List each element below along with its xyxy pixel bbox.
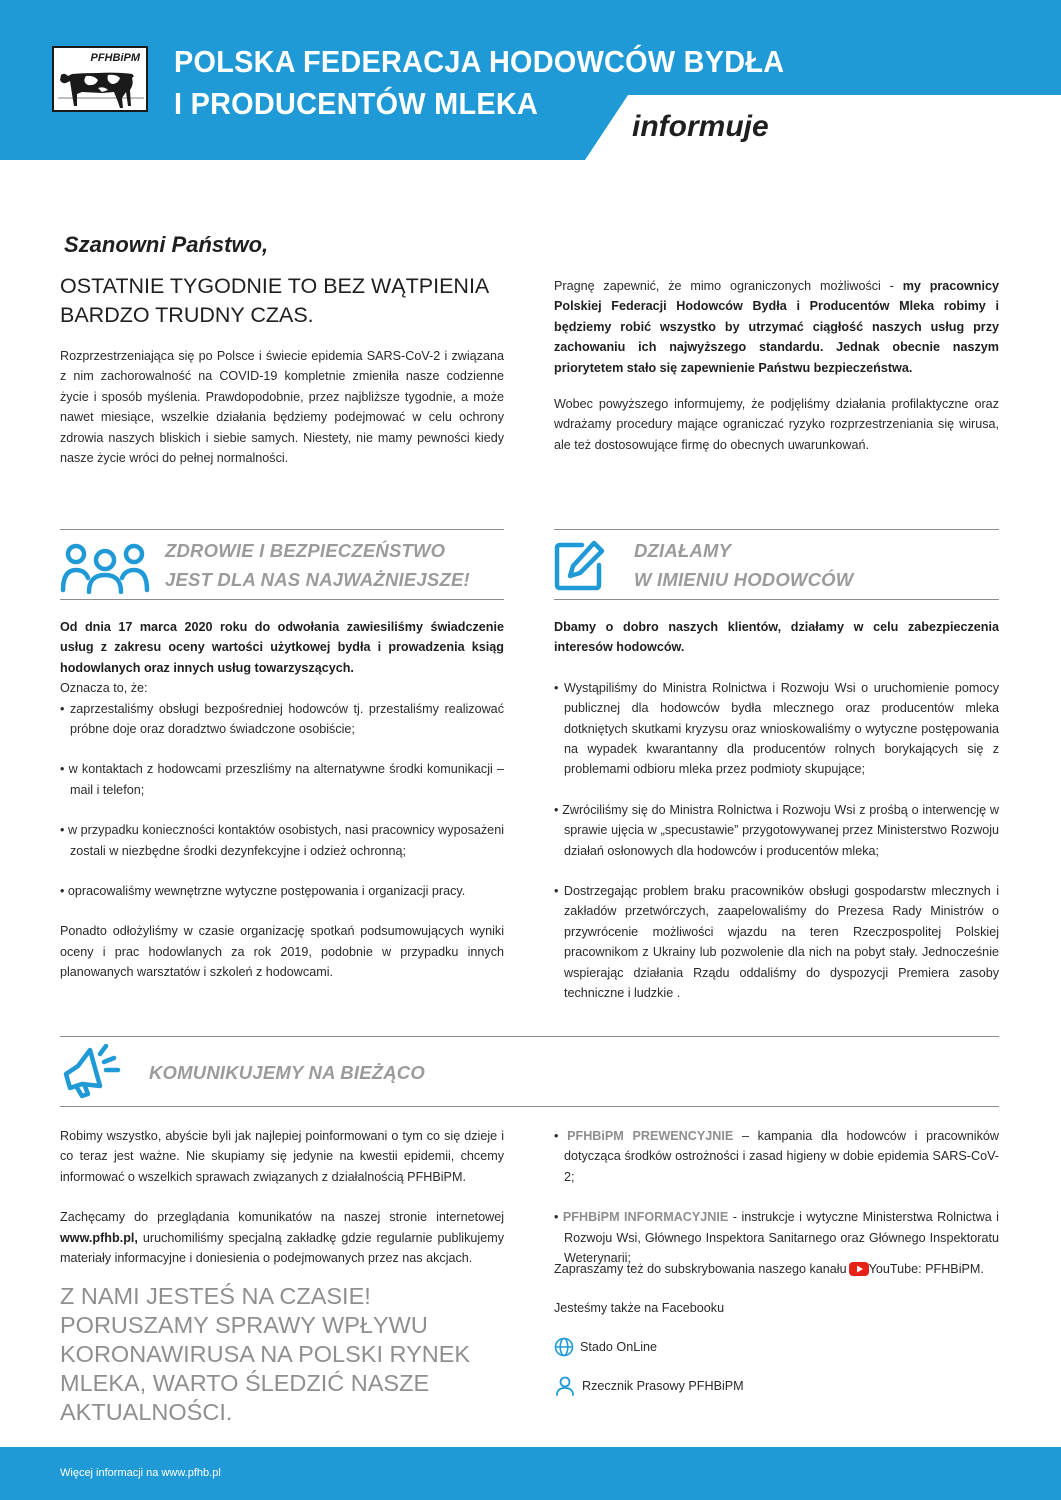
youtube-line — [554, 1262, 984, 1276]
list-item-text: - instrukcje i wytyczne Ministerstwa Rolnictwa i Rozwoju Wsi, Głównego Inspektora Sanitarnego oraz Głównego Inspektoratu Weterynarii; — [564, 1210, 999, 1266]
header-title-line1: POLSKA FEDERACJA HODOWCÓW BYDŁA — [174, 44, 785, 79]
informacyjnie-link[interactable]: PFHBiPM INFORMACYJNIE — [562, 1210, 729, 1225]
section-comm-p2-end: uruchomiliśmy specjalną zakładkę gdzie regularnie publikujemy materiały informacyjne i doniesienia o podejmowanych przez nas akcjach. — [60, 1230, 504, 1266]
section-comm-left — [60, 1126, 504, 1268]
youtube-icon[interactable] — [849, 1262, 869, 1276]
stado-online-link[interactable] — [554, 1337, 657, 1357]
youtube-channel-link[interactable]: YouTube: PFHBiPM. — [868, 1262, 984, 1276]
divider — [554, 599, 999, 600]
list-item: • PFHBiPM INFORMACYJNIE - instrukcje i wytyczne Ministerstwa Rolnictwa i Rozwoju Wsi, Głównego Inspektora Sanitarnego oraz Głównego Inspektoratu Weterynarii; — [554, 1210, 999, 1266]
person-icon — [554, 1376, 576, 1396]
footer-text[interactable]: Więcej informacji na www.pfhb.pl — [60, 1467, 221, 1479]
list-item: • w kontaktach z hodowcami przeszliśmy na alternatywne środki komunikacji – mail i telefon; — [60, 762, 504, 797]
intro-left-column — [60, 346, 504, 468]
divider — [554, 529, 999, 530]
logo — [52, 46, 148, 112]
section-health-closing: Ponadto odłożyliśmy w czasie organizację spotkań podsumowujących wyniki oceny i prac hodowlanych za rok 2019, podobnie w przypadku innych planowanych warsztatów i szkoleń z hodowcami. — [60, 924, 504, 980]
intro-paragraph: Rozprzestrzeniająca się po Polsce i świecie epidemia SARS-CoV-2 i związana z nim zachorowalność na COVID-19 kompletnie zmieniła nasze codzienne życie i sposób myślenia. Prawdopodobnie, przez najbliższe tygodnie, a może nawet miesiące, wszelkie działania będziemy podejmować w celu ochrony zdrowia naszych bliskich i siebie samych. Niestety, nie mamy pewności kiedy nasze życie wróci do pełnej normalności. — [60, 349, 504, 466]
divider — [60, 599, 504, 600]
footer — [0, 1447, 1061, 1500]
header-title-line2: I PRODUCENTÓW MLEKA — [174, 86, 539, 121]
intro-right-paragraph2: Wobec powyższego informujemy, że podjęliśmy działania profilaktyczne oraz wdrażamy procedury mające ograniczać ryzyko rozprzestrzeniania się wirusa, ale też dostosowujące firmę do obecnych uwarunkowań. — [554, 397, 999, 452]
intro-right-paragraph1 — [554, 276, 999, 378]
slogan: Z NAMI JESTEŚ NA CZASIE! PORUSZAMY SPRAWY WPŁYWU KORONAWIRUSA NA POLSKI RYNEK MLEKA, WARTO ŚLEDZIĆ NASZE AKTUALNOŚCI. — [60, 1283, 471, 1425]
headline-line1: OSTATNIE TYGODNIE TO BEZ WĄTPIENIA — [60, 274, 490, 298]
list-item: • PFHBiPM PREWENCYJNIE – kampania dla hodowców i pracowników dotycząca środków ostrożności i zasad higieny w dobie epidemia SARS-CoV-2; — [554, 1129, 999, 1184]
section-comm-title: KOMUNIKUJEMY NA BIEŻĄCO — [149, 1062, 425, 1083]
section-action-lead-bold: Dbamy o dobro naszych klientów, działamy w celu zabezpieczenia interesów hodowców. — [554, 620, 999, 655]
edit-icon — [554, 539, 608, 591]
section-health-title-line1: ZDROWIE I BEZPIECZEŃSTWO — [165, 540, 446, 561]
section-health-title-line2: JEST DLA NAS NAJWAŻNIEJSZE! — [165, 569, 470, 590]
header — [0, 0, 1061, 160]
prewencyjnie-link[interactable]: PFHBiPM PREWENCYJNIE — [567, 1129, 734, 1143]
section-comm-p2 — [60, 1207, 504, 1268]
megaphone-icon — [60, 1044, 126, 1100]
section-health-lead-after: Oznacza to, że: — [60, 681, 148, 696]
list-item: • Wystąpiliśmy do Ministra Rolnictwa i Rozwoju Wsi o uruchomienie pomocy publicznej dla hodowców bydła mlecznego oraz producentów mleka dotkniętych skutkami kryzysu oraz wnioskowaliśmy o wytyczne postępowania na wypadek kwarantanny dla producentów rolnych borykających się z problemami odbioru mleka przez podmioty skupujące; — [554, 680, 999, 777]
section-action-title-line2: W IMIENIU HODOWCÓW — [634, 569, 854, 590]
cow-icon — [58, 62, 144, 110]
section-health-title — [165, 536, 470, 594]
list-item-text: – kampania dla hodowców i pracowników dotycząca środków ostrożności i zasad higieny w dobie epidemia SARS-CoV-2; — [564, 1129, 999, 1184]
intro-right-column — [554, 276, 999, 455]
header-subtitle: informuje — [632, 110, 769, 143]
facebook-text: Jesteśmy także na Facebooku — [554, 1301, 725, 1315]
globe-icon — [554, 1337, 574, 1357]
website-link[interactable]: www.pfhb.pl, — [60, 1230, 138, 1245]
intro-right-text: Pragnę zapewnić, że mimo ograniczonych możliwości - — [554, 279, 903, 293]
list-item: • zaprzestaliśmy obsługi bezpośredniej hodowców tj. przestaliśmy realizować próbne doje oraz doradztwo świadczone osobiście; — [60, 701, 504, 737]
rzecznik-label: Rzecznik Prasowy PFHBiPM — [582, 1379, 744, 1393]
people-icon — [60, 540, 150, 594]
rzecznik-link[interactable] — [554, 1376, 744, 1396]
list-item: • Dostrzegając problem braku pracowników obsługi gospodarstw mlecznych i zakładów przetwórczych, zaapelowaliśmy do Prezesa Rady Ministrów o przywrócenie możliwości wjazdu na teren Rzeczpospolitej Polskiej pracownikom z Ukrainy lub pozwolenie dla nich na pobyt stały. Jednocześnie wspierając działania Rządu oddaliśmy do dyspozycji Premiera zasoby techniczne i ludzkie . — [554, 884, 999, 1001]
youtube-text: Zapraszamy też do subskrybowania naszego kanału — [554, 1262, 847, 1276]
logo-text: PFHBiPM — [90, 52, 140, 64]
section-comm-right — [554, 1126, 999, 1268]
intro-right-bold: my pracownicy Polskiej Federacji Hodowców Bydła i Producentów Mleka robimy i będziemy robić wszystko by utrzymać ciągłość naszych usług przy zachowaniu ich najwyższego standardu. Jednak obecnie naszym priorytetem stało się zapewnienie Państwu bezpieczeństwa. — [554, 279, 999, 375]
section-action-title — [634, 536, 853, 594]
list-item: • w przypadku konieczności kontaktów osobistych, nasi pracownicy wyposażeni zostali w niezbędne środki dezynfekcyjne i odzież ochronną; — [60, 823, 504, 858]
list-item: • Zwróciliśmy się do Ministra Rolnictwa i Rozwoju Wsi z prośbą o interwencję w sprawie ujęcia w „specustawie” przygotowywanej przez Ministerstwo Rozwoju działań osłonowych dla hodowców i producentów mleka; — [554, 802, 999, 858]
divider — [60, 529, 504, 530]
section-health-lead-bold: Od dnia 17 marca 2020 roku do odwołania zawiesiliśmy świadczenie usług z zakresu oceny wartości użytkowej bydła i prowadzenia ksiąg hodowlanych oraz innych usług towarzyszących. — [60, 620, 504, 675]
divider — [60, 1106, 999, 1107]
section-health-lead — [60, 617, 504, 678]
section-action-title-line1: DZIAŁAMY — [634, 540, 732, 561]
stado-online-label: Stado OnLine — [580, 1340, 658, 1354]
section-action-lead — [554, 617, 999, 658]
greeting: Szanowni Państwo, — [64, 232, 269, 257]
list-item: • opracowaliśmy wewnętrzne wytyczne postępowania i organizacji pracy. — [60, 884, 466, 899]
section-comm-p2-start: Zachęcamy do przeglądania komunikatów na naszej stronie internetowej — [60, 1210, 504, 1225]
headline-line2: BARDZO TRUDNY CZAS. — [60, 303, 314, 327]
section-comm-p1: Robimy wszystko, abyście byli jak najlepiej poinformowani o tym co się dzieje i co teraz jest ważne. Nie skupiamy się jedynie na kwestii epidemii, chcemy informować o wszelkich sprawach związanych z działalnością PFHBiPM. — [60, 1129, 504, 1184]
divider — [60, 1036, 999, 1037]
section-health-body — [60, 617, 504, 983]
header-band — [0, 0, 1061, 160]
section-action-body — [554, 617, 999, 1004]
headline — [60, 272, 520, 330]
